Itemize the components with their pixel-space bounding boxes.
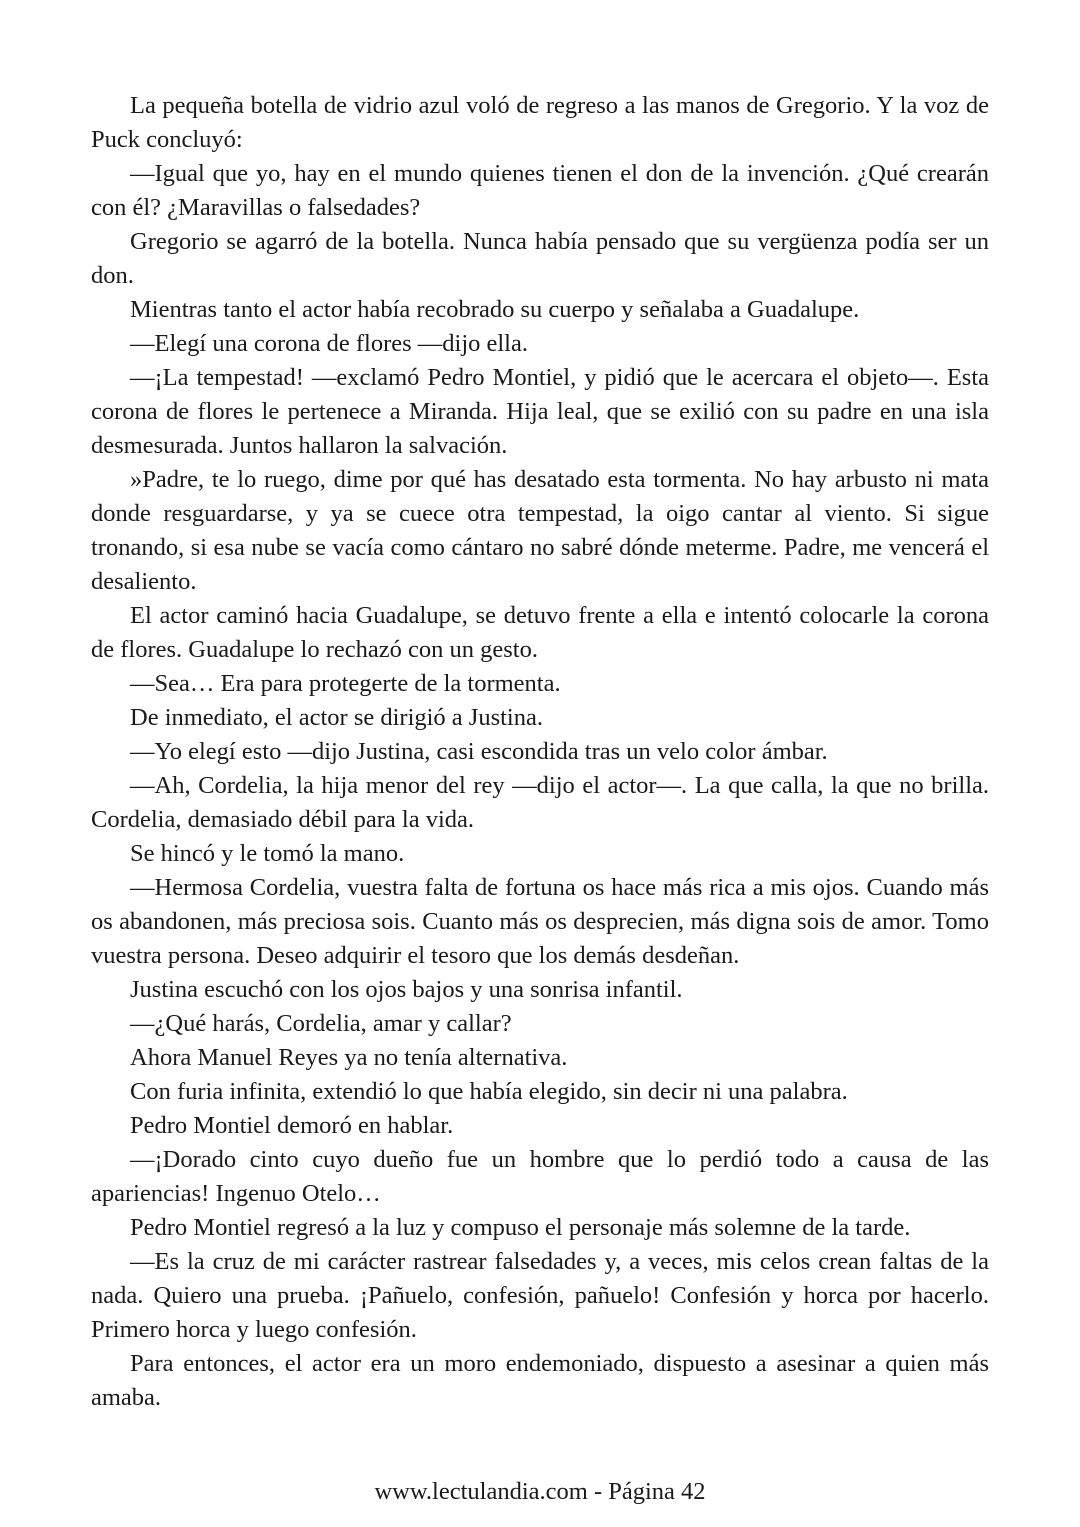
- paragraph: »Padre, te lo ruego, dime por qué has desatado esta tormenta. No hay arbusto ni mata donde resguardarse, y ya se cuece otra tempestad, la oigo cantar al viento. Si sigue tronando, si esa nube se vacía como cántaro no sabré dónde meterme. Padre, me vencerá el desaliento.: [91, 466, 989, 595]
- paragraph: —Igual que yo, hay en el mundo quienes tienen el don de la invención. ¿Qué crearán con él? ¿Maravillas o falsedades?: [91, 160, 989, 221]
- paragraph: Pedro Montiel regresó a la luz y compuso el personaje más solemne de la tarde.: [130, 1214, 911, 1241]
- paragraph: —Sea… Era para protegerte de la tormenta.: [130, 670, 561, 697]
- paragraph: El actor caminó hacia Guadalupe, se detuvo frente a ella e intentó colocarle la corona de flores. Guadalupe lo rechazó con un gesto.: [91, 602, 989, 663]
- paragraph: Con furia infinita, extendió lo que había elegido, sin decir ni una palabra.: [130, 1078, 848, 1105]
- page-body: [91, 89, 989, 1415]
- paragraph: Ahora Manuel Reyes ya no tenía alternativa.: [130, 1044, 568, 1071]
- paragraph: —¡La tempestad! —exclamó Pedro Montiel, y pidió que le acercara el objeto—. Esta corona de flores le pertenece a Miranda. Hija leal, que se exilió con su padre en una isla desmesurada. Juntos hallaron la salvación.: [91, 364, 989, 459]
- page-footer: www.lectulandia.com - Página 42: [374, 1478, 706, 1505]
- paragraph: —Yo elegí esto —dijo Justina, casi escondida tras un velo color ámbar.: [130, 738, 828, 765]
- paragraph: Pedro Montiel demoró en hablar.: [130, 1112, 454, 1139]
- paragraph: —Hermosa Cordelia, vuestra falta de fortuna os hace más rica a mis ojos. Cuando más os abandonen, más preciosa sois. Cuanto más os desprecien, más digna sois de amor. Tomo vuestra persona. Deseo adquirir el tesoro que los demás desdeñan.: [91, 874, 989, 969]
- paragraph: —Elegí una corona de flores —dijo ella.: [130, 330, 528, 357]
- paragraph: Para entonces, el actor era un moro endemoniado, dispuesto a asesinar a quien más amaba.: [91, 1350, 989, 1411]
- paragraph: De inmediato, el actor se dirigió a Justina.: [130, 704, 543, 731]
- paragraph: Se hincó y le tomó la mano.: [130, 840, 405, 867]
- paragraph: —Ah, Cordelia, la hija menor del rey —dijo el actor—. La que calla, la que no brilla. Cordelia, demasiado débil para la vida.: [91, 772, 989, 833]
- paragraph: Justina escuchó con los ojos bajos y una sonrisa infantil.: [130, 976, 683, 1003]
- paragraph: —Es la cruz de mi carácter rastrear falsedades y, a veces, mis celos crean faltas de la nada. Quiero una prueba. ¡Pañuelo, confesión, pañuelo! Confesión y horca por hacerlo. Primero horca y luego confesión.: [91, 1248, 989, 1343]
- paragraph: La pequeña botella de vidrio azul voló de regreso a las manos de Gregorio. Y la voz de Puck concluyó:: [91, 92, 989, 153]
- paragraph: —¡Dorado cinto cuyo dueño fue un hombre que lo perdió todo a causa de las apariencias! Ingenuo Otelo…: [91, 1146, 989, 1207]
- paragraph: Mientras tanto el actor había recobrado su cuerpo y señalaba a Guadalupe.: [130, 296, 860, 323]
- paragraph: —¿Qué harás, Cordelia, amar y callar?: [130, 1010, 512, 1037]
- paragraph: Gregorio se agarró de la botella. Nunca había pensado que su vergüenza podía ser un don.: [91, 228, 989, 289]
